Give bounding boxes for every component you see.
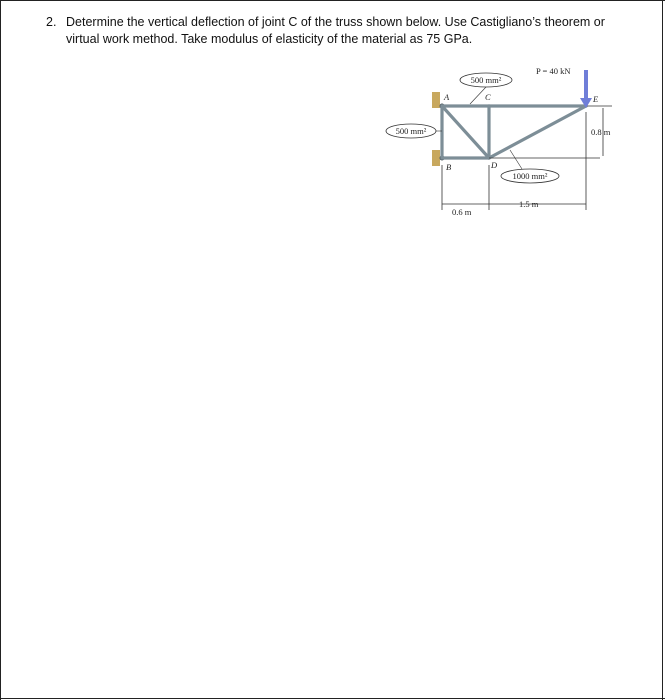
dim-label-short: 0.6 m — [452, 207, 472, 217]
area-label-top: 500 mm² — [470, 75, 502, 85]
member-ad — [442, 106, 489, 158]
dim-label-height: 0.8 m — [591, 127, 611, 137]
member-de — [489, 106, 586, 158]
question-number: 2. — [46, 15, 57, 29]
leader-bottom — [510, 150, 522, 169]
area-label-bottom: 1000 mm² — [512, 171, 548, 181]
joint-label-b: B — [446, 162, 452, 172]
support-b-wall — [432, 150, 440, 166]
joint-label-d: D — [491, 160, 498, 170]
dim-label-long: 1.5 m — [519, 199, 539, 209]
leader-top — [470, 87, 486, 104]
question-text: Determine the vertical deflection of joint C of the truss shown below. Use Castigliano’s theorem or virtual work method. Take modulus of elasticity of the material as 75 GPa. — [66, 15, 605, 46]
area-label-left: 500 mm² — [395, 126, 427, 136]
joint-label-c: C — [485, 92, 491, 102]
support-a-wall — [432, 92, 440, 108]
joint-label-e: E — [593, 94, 599, 104]
load-label: P = 40 kN — [536, 66, 571, 76]
joint-label-a: A — [444, 92, 450, 102]
